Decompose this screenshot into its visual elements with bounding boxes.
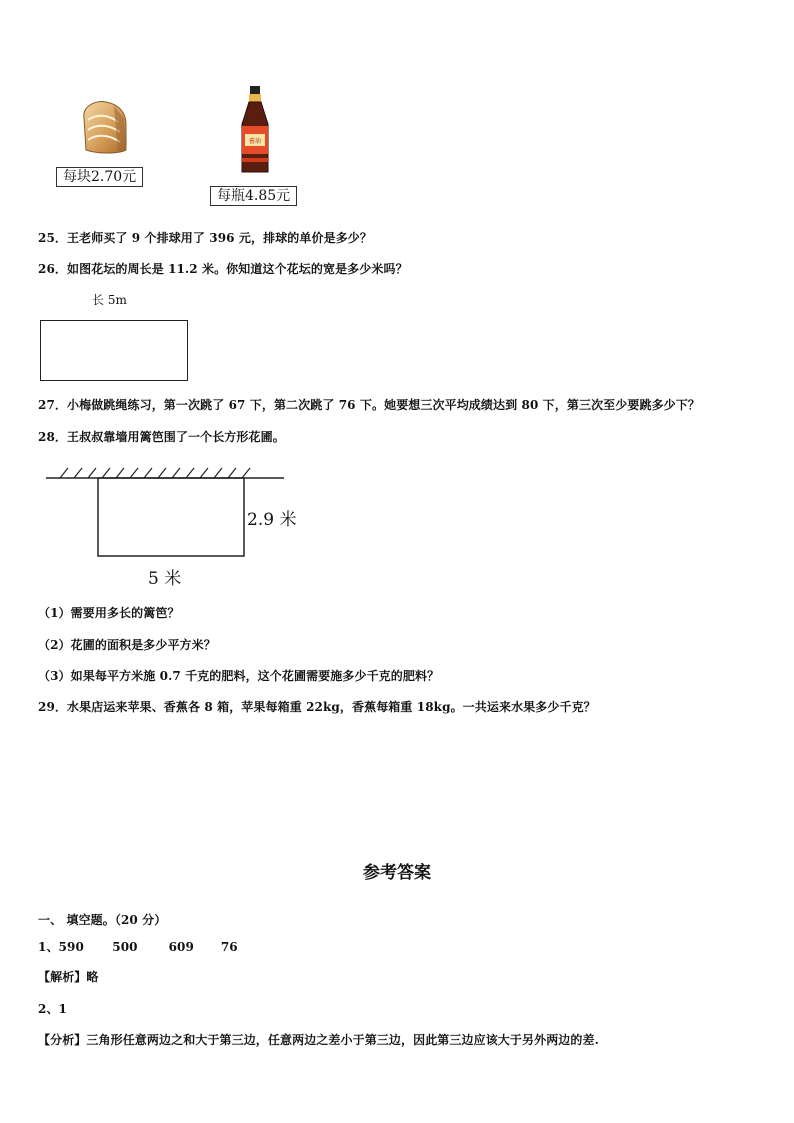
question-25: 25．王老师买了 9 个排球用了 396 元，排球的单价是多少？	[38, 231, 373, 245]
bottle-illustration	[238, 84, 272, 176]
flowerbed-length-label: 长 5m	[92, 293, 127, 307]
question-27: 27．小梅做跳绳练习，第一次跳了 67 下，第二次跳了 76 下。她要想三次平均成绩达到 80 下，第三次至少要跳多少下？	[38, 398, 700, 412]
answer-2: 2、1	[38, 1002, 67, 1016]
question-29: 29．水果店运来苹果、香蕉各 8 箱，苹果每箱重 22kg，香蕉每箱重 18kg。一共运来水果多少千克？	[38, 700, 596, 714]
answer-1-value: 500	[112, 940, 138, 954]
bread-price-tag: 每块2.70元	[56, 167, 143, 187]
answer-1-analysis: 【解析】略	[38, 970, 99, 984]
soy-sauce-bottle-icon	[238, 84, 272, 176]
bread-icon	[78, 98, 130, 156]
bottle-label-text: 酱油	[248, 138, 262, 145]
answer-1-value: 76	[220, 940, 238, 954]
garden-width-label: 2.9 米	[247, 510, 297, 530]
question-28: 28．王叔叔靠墙用篱笆围了一个长方形花圃。	[38, 430, 285, 444]
flowerbed-rectangle	[40, 320, 188, 381]
answer-key-title: 参考答案	[363, 863, 431, 883]
answer-1-value: 609	[168, 940, 194, 954]
bottle-price-tag: 每瓶4.85元	[210, 186, 297, 206]
question-28-part-2: （2）花圃的面积是多少平方米？	[38, 638, 216, 652]
bread-illustration	[78, 98, 130, 156]
answer-1	[38, 938, 238, 955]
answer-section-1-heading: 一、 填空题。（20 分）	[38, 913, 167, 927]
answer-1-first: 1、590	[38, 940, 84, 954]
answer-2-analysis: 【分析】三角形任意两边之和大于第三边，任意两边之差小于第三边，因此第三边应该大于另外两边的差.	[38, 1033, 599, 1047]
question-26: 26．如图花坛的周长是 11.2 米。你知道这个花坛的宽是多少米吗？	[38, 262, 408, 276]
question-28-part-3: （3）如果每平方米施 0.7 千克的肥料，这个花圃需要施多少千克的肥料？	[38, 669, 440, 683]
garden-length-label: 5 米	[148, 569, 182, 589]
question-28-part-1: （1）需要用多长的篱笆？	[38, 606, 180, 620]
